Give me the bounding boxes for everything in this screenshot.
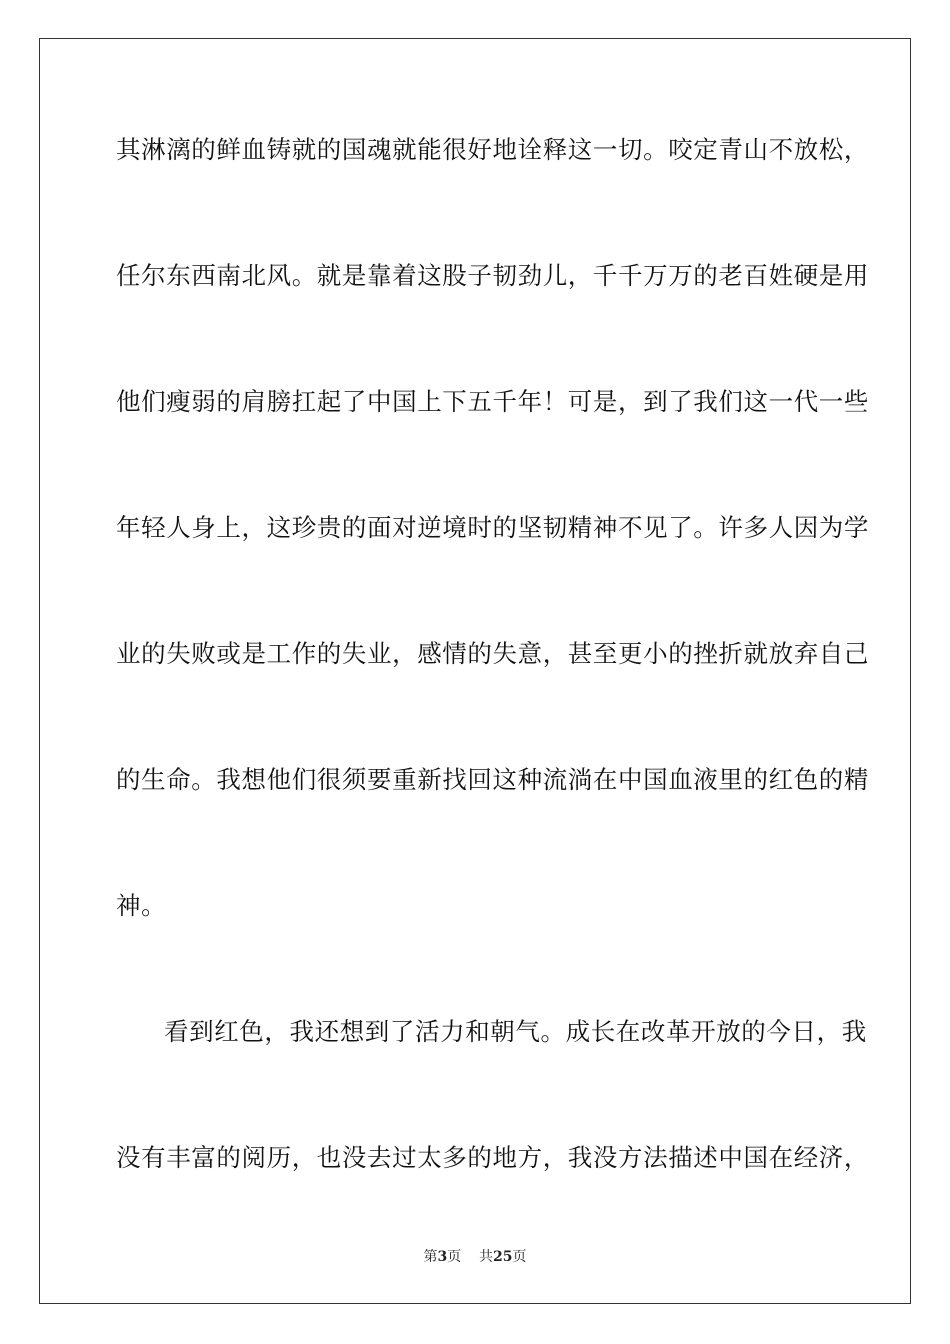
footer-page-suffix: 页 [447, 1249, 462, 1265]
text-line-4: 年轻人身上，这珍贵的面对逆境时的坚韧精神不见了。许多人因为学 [116, 513, 869, 542]
footer-total-prefix: 共 [479, 1249, 494, 1265]
footer-total-pages: 25 [493, 1249, 513, 1265]
text-line-5: 业的失败或是工作的失业，感情的失意，甚至更小的挫折就放弃自己 [116, 639, 869, 668]
footer-page-prefix: 第 [423, 1249, 438, 1265]
text-line-6: 的生命。我想他们很须要重新找回这种流淌在中国血液里的红色的精 [116, 765, 869, 794]
page-frame [39, 38, 911, 1304]
footer-total-suffix: 页 [512, 1249, 527, 1265]
text-line-7: 神。 [116, 891, 167, 920]
text-line-1: 其淋漓的鲜血铸就的国魂就能很好地诠释这一切。咬定青山不放松， [116, 135, 869, 164]
text-line-3: 他们瘦弱的肩膀扛起了中国上下五千年！可是，到了我们这一代一些 [116, 387, 869, 416]
text-line-9: 没有丰富的阅历，也没去过太多的地方，我没方法描述中国在经济， [116, 1143, 869, 1172]
text-line-8: 看到红色，我还想到了活力和朝气。成长在改革开放的今日，我 [164, 1017, 867, 1046]
page-footer [0, 1248, 950, 1266]
text-line-2: 任尔东西南北风。就是靠着这股子韧劲儿，千千万万的老百姓硬是用 [116, 261, 869, 290]
footer-page-number: 3 [437, 1249, 448, 1265]
